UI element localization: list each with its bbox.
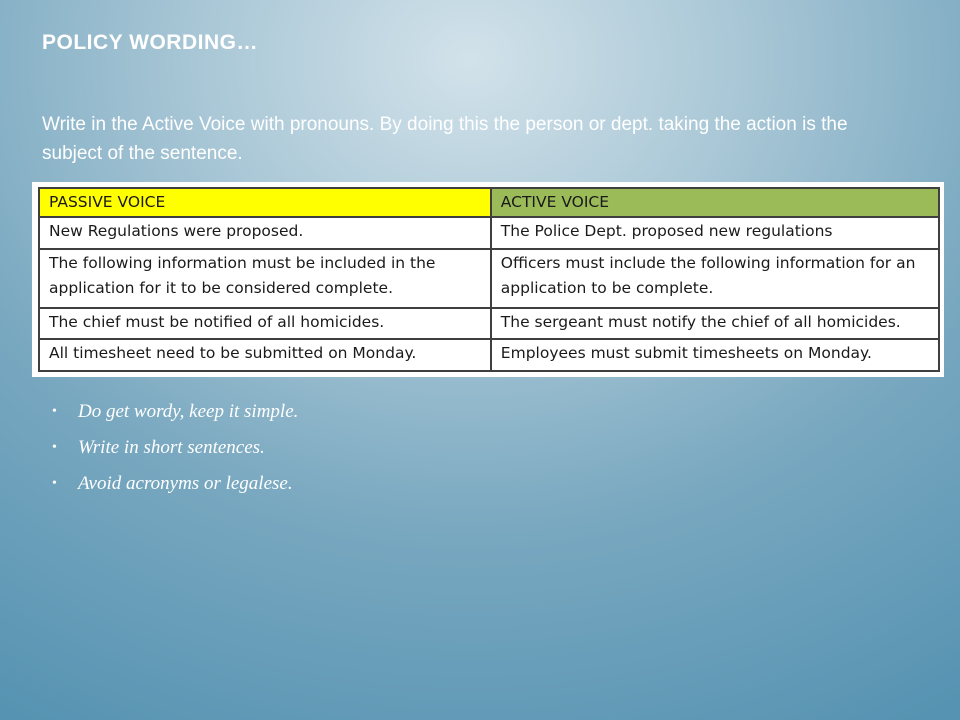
bullet-icon: • <box>52 404 57 419</box>
table-header-row <box>39 188 939 217</box>
table-row <box>39 339 939 371</box>
bullet-icon: • <box>52 476 57 491</box>
voice-comparison-table-image <box>32 182 944 377</box>
table-row <box>39 308 939 340</box>
table-row <box>39 217 939 249</box>
list-item <box>52 434 298 470</box>
intro-text: Write in the Active Voice with pronouns. By doing this the person or dept. taking the action is the subject of the sentence. <box>42 114 848 164</box>
passive-cell: New Regulations were proposed. <box>39 217 491 249</box>
passive-cell: The chief must be notified of all homicides. <box>39 308 491 340</box>
list-item-text: Avoid acronyms or legalese. <box>78 473 293 494</box>
list-item-text: Do get wordy, keep it simple. <box>78 401 299 422</box>
list-item <box>52 398 298 434</box>
passive-cell: All timesheet need to be submitted on Monday. <box>39 339 491 371</box>
table-row <box>39 249 939 308</box>
tips-list <box>52 398 298 506</box>
list-item <box>52 470 298 506</box>
passive-cell: The following information must be included in the application for it to be considered complete. <box>39 249 491 308</box>
passive-voice-header: PASSIVE VOICE <box>39 188 491 217</box>
bullet-icon: • <box>52 440 57 455</box>
voice-comparison-table <box>38 187 940 372</box>
active-cell: Officers must include the following information for an application to be complete. <box>491 249 939 308</box>
list-item-text: Write in short sentences. <box>78 437 265 458</box>
active-voice-header: ACTIVE VOICE <box>491 188 939 217</box>
active-cell: The sergeant must notify the chief of all homicides. <box>491 308 939 340</box>
slide-title: POLICY WORDING… <box>42 31 258 54</box>
active-cell: Employees must submit timesheets on Monday. <box>491 339 939 371</box>
active-cell: The Police Dept. proposed new regulations <box>491 217 939 249</box>
